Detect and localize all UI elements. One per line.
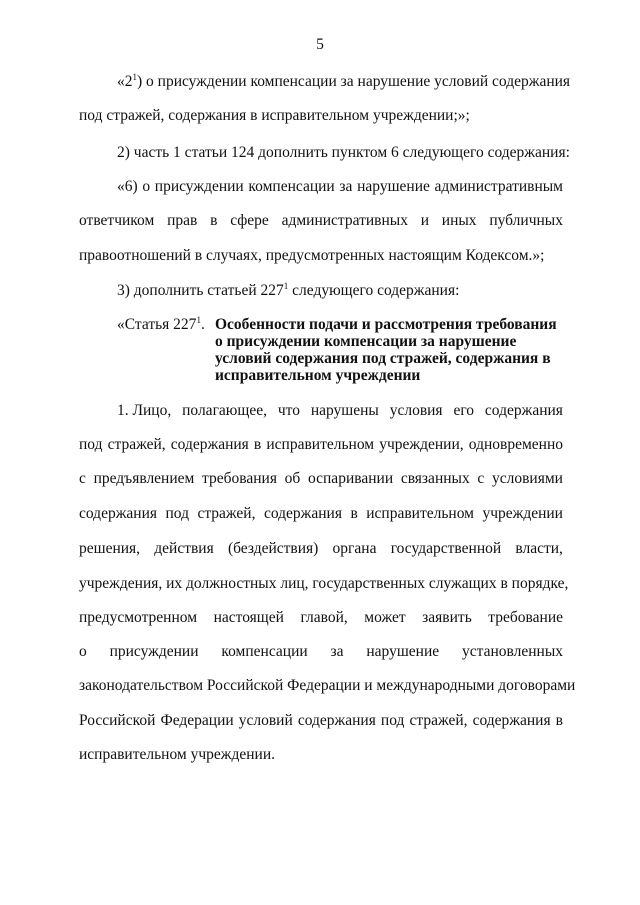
word: условия <box>389 402 443 419</box>
justified-line <box>79 609 563 627</box>
word: иных <box>441 212 477 229</box>
word: публичных <box>489 212 563 229</box>
word: содержания <box>263 505 342 522</box>
word: главой, <box>300 609 348 626</box>
superscript: 1 <box>132 71 137 82</box>
word: с <box>79 470 86 487</box>
text-fragment: 3) дополнить статьей 227 <box>117 282 284 299</box>
paragraph-line: «6) о присуждении компенсации за нарушение административным <box>117 178 563 195</box>
word: об <box>284 470 301 487</box>
text-fragment: «2 <box>117 73 133 90</box>
word: компенсации <box>221 643 308 660</box>
word: полагающее, <box>182 402 267 419</box>
word: (бездействия) <box>227 540 319 557</box>
word: решения, <box>79 540 141 557</box>
text-fragment: . <box>200 316 205 333</box>
word: власти, <box>515 540 563 557</box>
word: содержания <box>484 402 563 419</box>
paragraph-line: исправительном учреждении. <box>79 746 276 763</box>
word: действия <box>154 540 214 557</box>
justified-line <box>79 470 563 488</box>
paragraph-line: законодательством Российской Федерации и международными договорами <box>79 677 576 694</box>
text-fragment: «Статья 227 <box>117 316 197 333</box>
word: требования <box>202 470 277 487</box>
word: учреждении <box>482 505 563 522</box>
word: за <box>330 643 344 660</box>
word: что <box>277 402 300 419</box>
word: прав <box>167 212 198 229</box>
word: о <box>79 643 87 660</box>
justified-line <box>117 402 563 420</box>
paragraph-line: 2) часть 1 статьи 124 дополнить пунктом 6 следующего содержания: <box>117 144 570 161</box>
word: требование <box>488 609 563 626</box>
word: сфере <box>230 212 269 229</box>
superscript: 1 <box>283 280 289 291</box>
justified-line <box>79 643 563 661</box>
word: установленных <box>461 643 563 660</box>
word: и <box>420 212 430 229</box>
word: исправительном <box>366 505 474 522</box>
word: 1. Лицо, <box>117 402 172 419</box>
text-fragment: ) о присуждении компенсации за нарушение условий содержания <box>137 73 571 90</box>
word: с <box>477 470 485 487</box>
paragraph-line: учреждения, их должностных лиц, государственных служащих в порядке, <box>79 575 569 592</box>
paragraph-line <box>117 282 459 300</box>
paragraph-line <box>117 73 570 91</box>
word: органа <box>332 540 377 557</box>
paragraph-line: правоотношений в случаях, предусмотренных настоящим Кодексом.»; <box>79 247 545 264</box>
word: предъявлением <box>93 470 195 487</box>
word: административных <box>281 212 408 229</box>
paragraph-line: под стражей, содержания в исправительном учреждении, одновременно <box>79 436 563 453</box>
word: оспаривании <box>308 470 394 487</box>
word: предусмотренном <box>79 609 198 626</box>
paragraph-line: Российской Федерации условий содержания под стражей, содержания в <box>79 712 563 729</box>
word: стражей, <box>197 505 256 522</box>
word: в <box>210 212 218 229</box>
word: нарушены <box>310 402 379 419</box>
article-label <box>117 316 205 334</box>
word: под <box>165 505 189 522</box>
word: связанных <box>400 470 470 487</box>
word: содержания <box>79 505 158 522</box>
article-title: Особенности подачи и рассмотрения требования о присуждении компенсации за нарушение условий содержания под стражей, содержания в исправительном учреждении <box>215 316 557 384</box>
word: государственной <box>390 540 502 557</box>
justified-line <box>79 540 563 558</box>
justified-line <box>79 505 563 523</box>
word: присуждении <box>109 643 199 660</box>
word: в <box>350 505 358 522</box>
word: заявить <box>422 609 472 626</box>
text-fragment: следующего содержания: <box>288 282 460 299</box>
word: ответчиком <box>79 212 155 229</box>
word: условиями <box>491 470 563 487</box>
word: нарушение <box>366 643 440 660</box>
superscript: 1 <box>196 314 201 325</box>
word: может <box>364 609 406 626</box>
justified-line <box>79 212 563 230</box>
paragraph-line: под стражей, содержания в исправительном учреждении;»; <box>79 107 470 124</box>
word: его <box>453 402 475 419</box>
page-number: 5 <box>316 36 324 53</box>
word: настоящей <box>213 609 284 626</box>
